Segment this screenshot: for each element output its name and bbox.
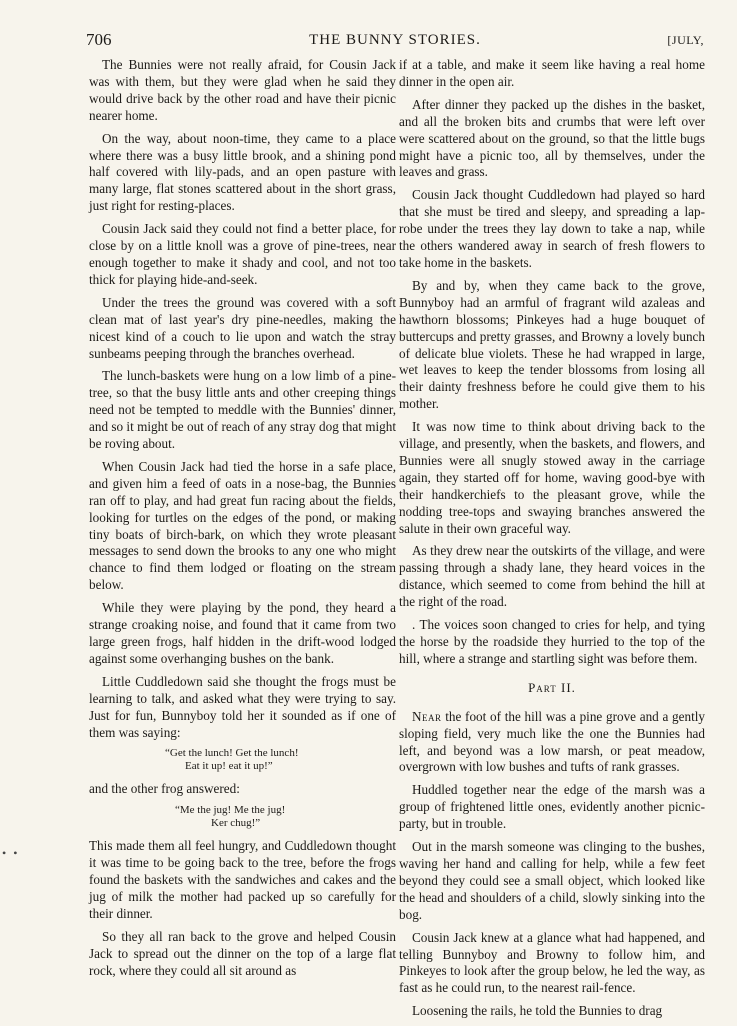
paragraph: [399, 709, 705, 777]
page-header: [86, 30, 704, 52]
paragraph: Little Cuddledown said she thought the frogs must be learning to talk, and asked what they were trying to say. Just for fun, Bunnyboy told her it sounded as if one of them was saying:: [89, 673, 396, 740]
paragraph: if at a table, and make it seem like having a real home dinner in the open air.: [399, 57, 705, 89]
left-column: [89, 57, 396, 986]
verse-line: “Get the lunch! Get the lunch!: [165, 747, 299, 760]
paragraph: As they drew near the outskirts of the village, and were passing through a shady lane, they heard voices in the distance, which seemed to come from behind the hill at the right of the road.: [399, 543, 705, 610]
paragraph: This made them all feel hungry, and Cuddledown thought it was time to be going back to the tree, before the frogs found the baskets with the sandwiches and cakes and the jug of milk the mother had packed up so carefully for their dinner.: [89, 838, 396, 921]
running-title: THE BUNNY STORIES.: [309, 32, 481, 48]
paragraph: and the other frog answered:: [89, 781, 240, 797]
paragraph: The lunch-baskets were hung on a low limb of a pine-tree, so that the busy little ants and other creeping things need not be tempted to meddle with the Bunnies' dinner, and so it might be out of reach of any stray dog that might be roving about.: [89, 368, 396, 452]
paragraph: After dinner they packed up the dishes in the basket, and all the broken bits and crumbs that were left over were scattered about on the ground, so that the little bugs might have a picnic too, all by themselves, under the leaves and grass.: [399, 96, 705, 180]
paragraph-text: the foot of the hill was a pine grove and a gently sloping field, very much like the one the Bunnies had left, and beyond was a low marsh, or peat meadow, overgrown with low bushes and tufts of rank grasses.: [399, 708, 705, 775]
paragraph: Cousin Jack said they could not find a better place, for close by on a little knoll was a grove of pine-trees, near enough together to make it shady and cool, and not too thick for playing hide-and-seek.: [89, 221, 396, 287]
paragraph: Loosening the rails, he told the Bunnies to drag: [412, 1003, 663, 1019]
paragraph: Cousin Jack thought Cuddledown had played so hard that she must be tired and sleepy, and spreading a lap-robe under the trees they lay down to take a nap, while the others wandered away in search of fresh flowers to take home in the baskets.: [399, 187, 705, 270]
part-heading-word: Part: [528, 679, 557, 695]
right-column: [399, 57, 705, 1026]
paragraph: By and by, when they came back to the grove, Bunnyboy had an armful of fragrant wild azaleas and hawthorn blossoms; Pinkeyes had a huge bouquet of buttercups and pretty grasses, and Browny a lovely bunch of delicate blue violets. These he had wrapped in large, wet leaves to keep the tender blossoms from losing all their dainty freshness before he could give them to his mother.: [399, 277, 705, 412]
verse-line: Eat it up! eat it up!”: [185, 760, 273, 773]
margin-mark: • •: [2, 846, 20, 860]
part-heading: [399, 680, 705, 697]
verse-line: “Me the jug! Me the jug!: [175, 804, 286, 817]
paragraph: It was now time to think about driving back to the village, and presently, when the baskets, and flowers, and Bunnies were all snugly stowed away in the carriage again, they started off for home, waving good-bye with their handkerchiefs to the pleasant grove, while the nodding tree-tops and swaying branches answered the salute in their own graceful way.: [399, 419, 705, 536]
paragraph: While they were playing by the pond, they heard a strange croaking noise, and found that it came from two large green frogs, half hidden in the drift-wood lodged against some overhanging bushes on the bank.: [89, 600, 396, 666]
lead-word: Near: [412, 708, 442, 724]
frog-verse-1: [89, 747, 396, 773]
paragraph: Out in the marsh someone was clinging to the bushes, waving her hand and calling for help, while a few feet beyond they could see a small object, which looked like the head and shoulders of a child, slowly sinking into the bog.: [399, 839, 705, 922]
part-heading-number: II.: [561, 679, 576, 695]
verse-line: Ker chug!”: [211, 817, 261, 830]
paragraph: So they all ran back to the grove and helped Cousin Jack to spread out the dinner on the top of a large flat rock, where they could all sit around as: [89, 928, 396, 978]
paragraph: Huddled together near the edge of the marsh was a group of frightened little ones, evidently another picnic-party, but in trouble.: [399, 782, 705, 832]
paragraph: The Bunnies were not really afraid, for Cousin Jack was with them, but they were glad when he said they would drive back by the other road and have their picnic nearer home.: [89, 57, 396, 123]
paragraph: Under the trees the ground was covered with a soft clean mat of last year's dry pine-needles, making the nicest kind of a couch to lie upon and watch the stray sunbeams peeping through the branches overhead.: [89, 294, 396, 361]
page-number: 706: [86, 30, 112, 49]
running-month: [JULY,: [667, 33, 704, 47]
paragraph: . The voices soon changed to cries for help, and tying the horse by the roadside they hurried to the top of the hill, where a strange and startling sight was before them.: [399, 617, 705, 666]
paragraph: On the way, about noon-time, they came to a place where there was a busy little brook, and a shining pond half covered with lily-pads, and an open pasture with many large, flat stones scattered about in the short grass, just right for resting-places.: [89, 130, 396, 214]
frog-verse-2: [89, 804, 396, 830]
paragraph: Cousin Jack knew at a glance what had happened, and telling Bunnyboy and Browny to follow him, and Pinkeyes to look after the group below, he led the way, as fast as he could run, to the nearest rail-fence.: [399, 929, 705, 996]
paragraph: When Cousin Jack had tied the horse in a safe place, and given him a feed of oats in a nose-bag, the Bunnies ran off to play, and had great fun racing about the fields, looking for turtles on the edges of the pond, or making tiny boats of birch-bark, on which they wrote pleasant messages to send down the brooks to any one who might chance to find them lodged or floating on the stream below.: [89, 458, 396, 593]
